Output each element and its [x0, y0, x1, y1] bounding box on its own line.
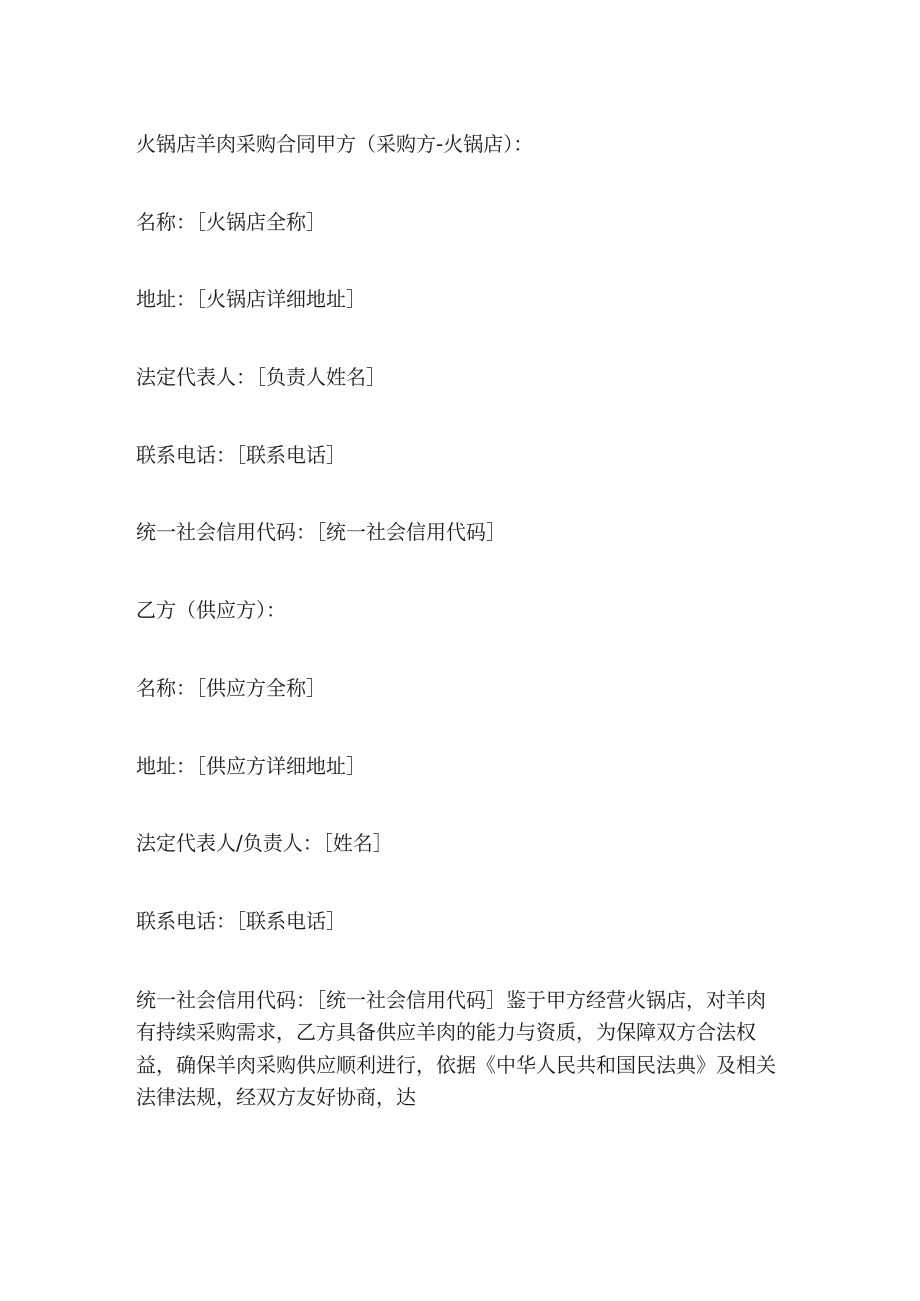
party-a-legal-rep: 法定代表人：［负责人姓名］: [136, 365, 386, 390]
party-a-name: 名称：［火锅店全称］: [136, 209, 326, 234]
party-a-address: 地址：［火锅店详细地址］: [136, 287, 366, 312]
party-b-phone: 联系电话：［联系电话］: [136, 908, 346, 933]
closing-paragraph: 统一社会信用代码：［统一社会信用代码］鉴于甲方经营火锅店，对羊肉有持续采购需求，乙方具备供应羊肉的能力与资质，为保障双方合法权益，确保羊肉采购供应顺利进行，依据《中华人民共和国民法典》及相关法律法规，经双方友好协商，达: [136, 987, 776, 1110]
party-a-heading: 火锅店羊肉采购合同甲方（采购方-火锅店）：: [136, 132, 534, 156]
party-a-credit-code: 统一社会信用代码：［统一社会信用代码］: [136, 520, 506, 545]
party-a-phone: 联系电话：［联系电话］: [136, 442, 346, 467]
party-b-heading: 乙方（供应方）：: [136, 598, 286, 623]
party-b-address: 地址：［供应方详细地址］: [136, 753, 366, 778]
contract-body: [136, 129, 784, 1114]
party-b-legal-rep: 法定代表人/负责人：［姓名］: [136, 831, 393, 856]
party-b-name: 名称：［供应方全称］: [136, 675, 326, 700]
